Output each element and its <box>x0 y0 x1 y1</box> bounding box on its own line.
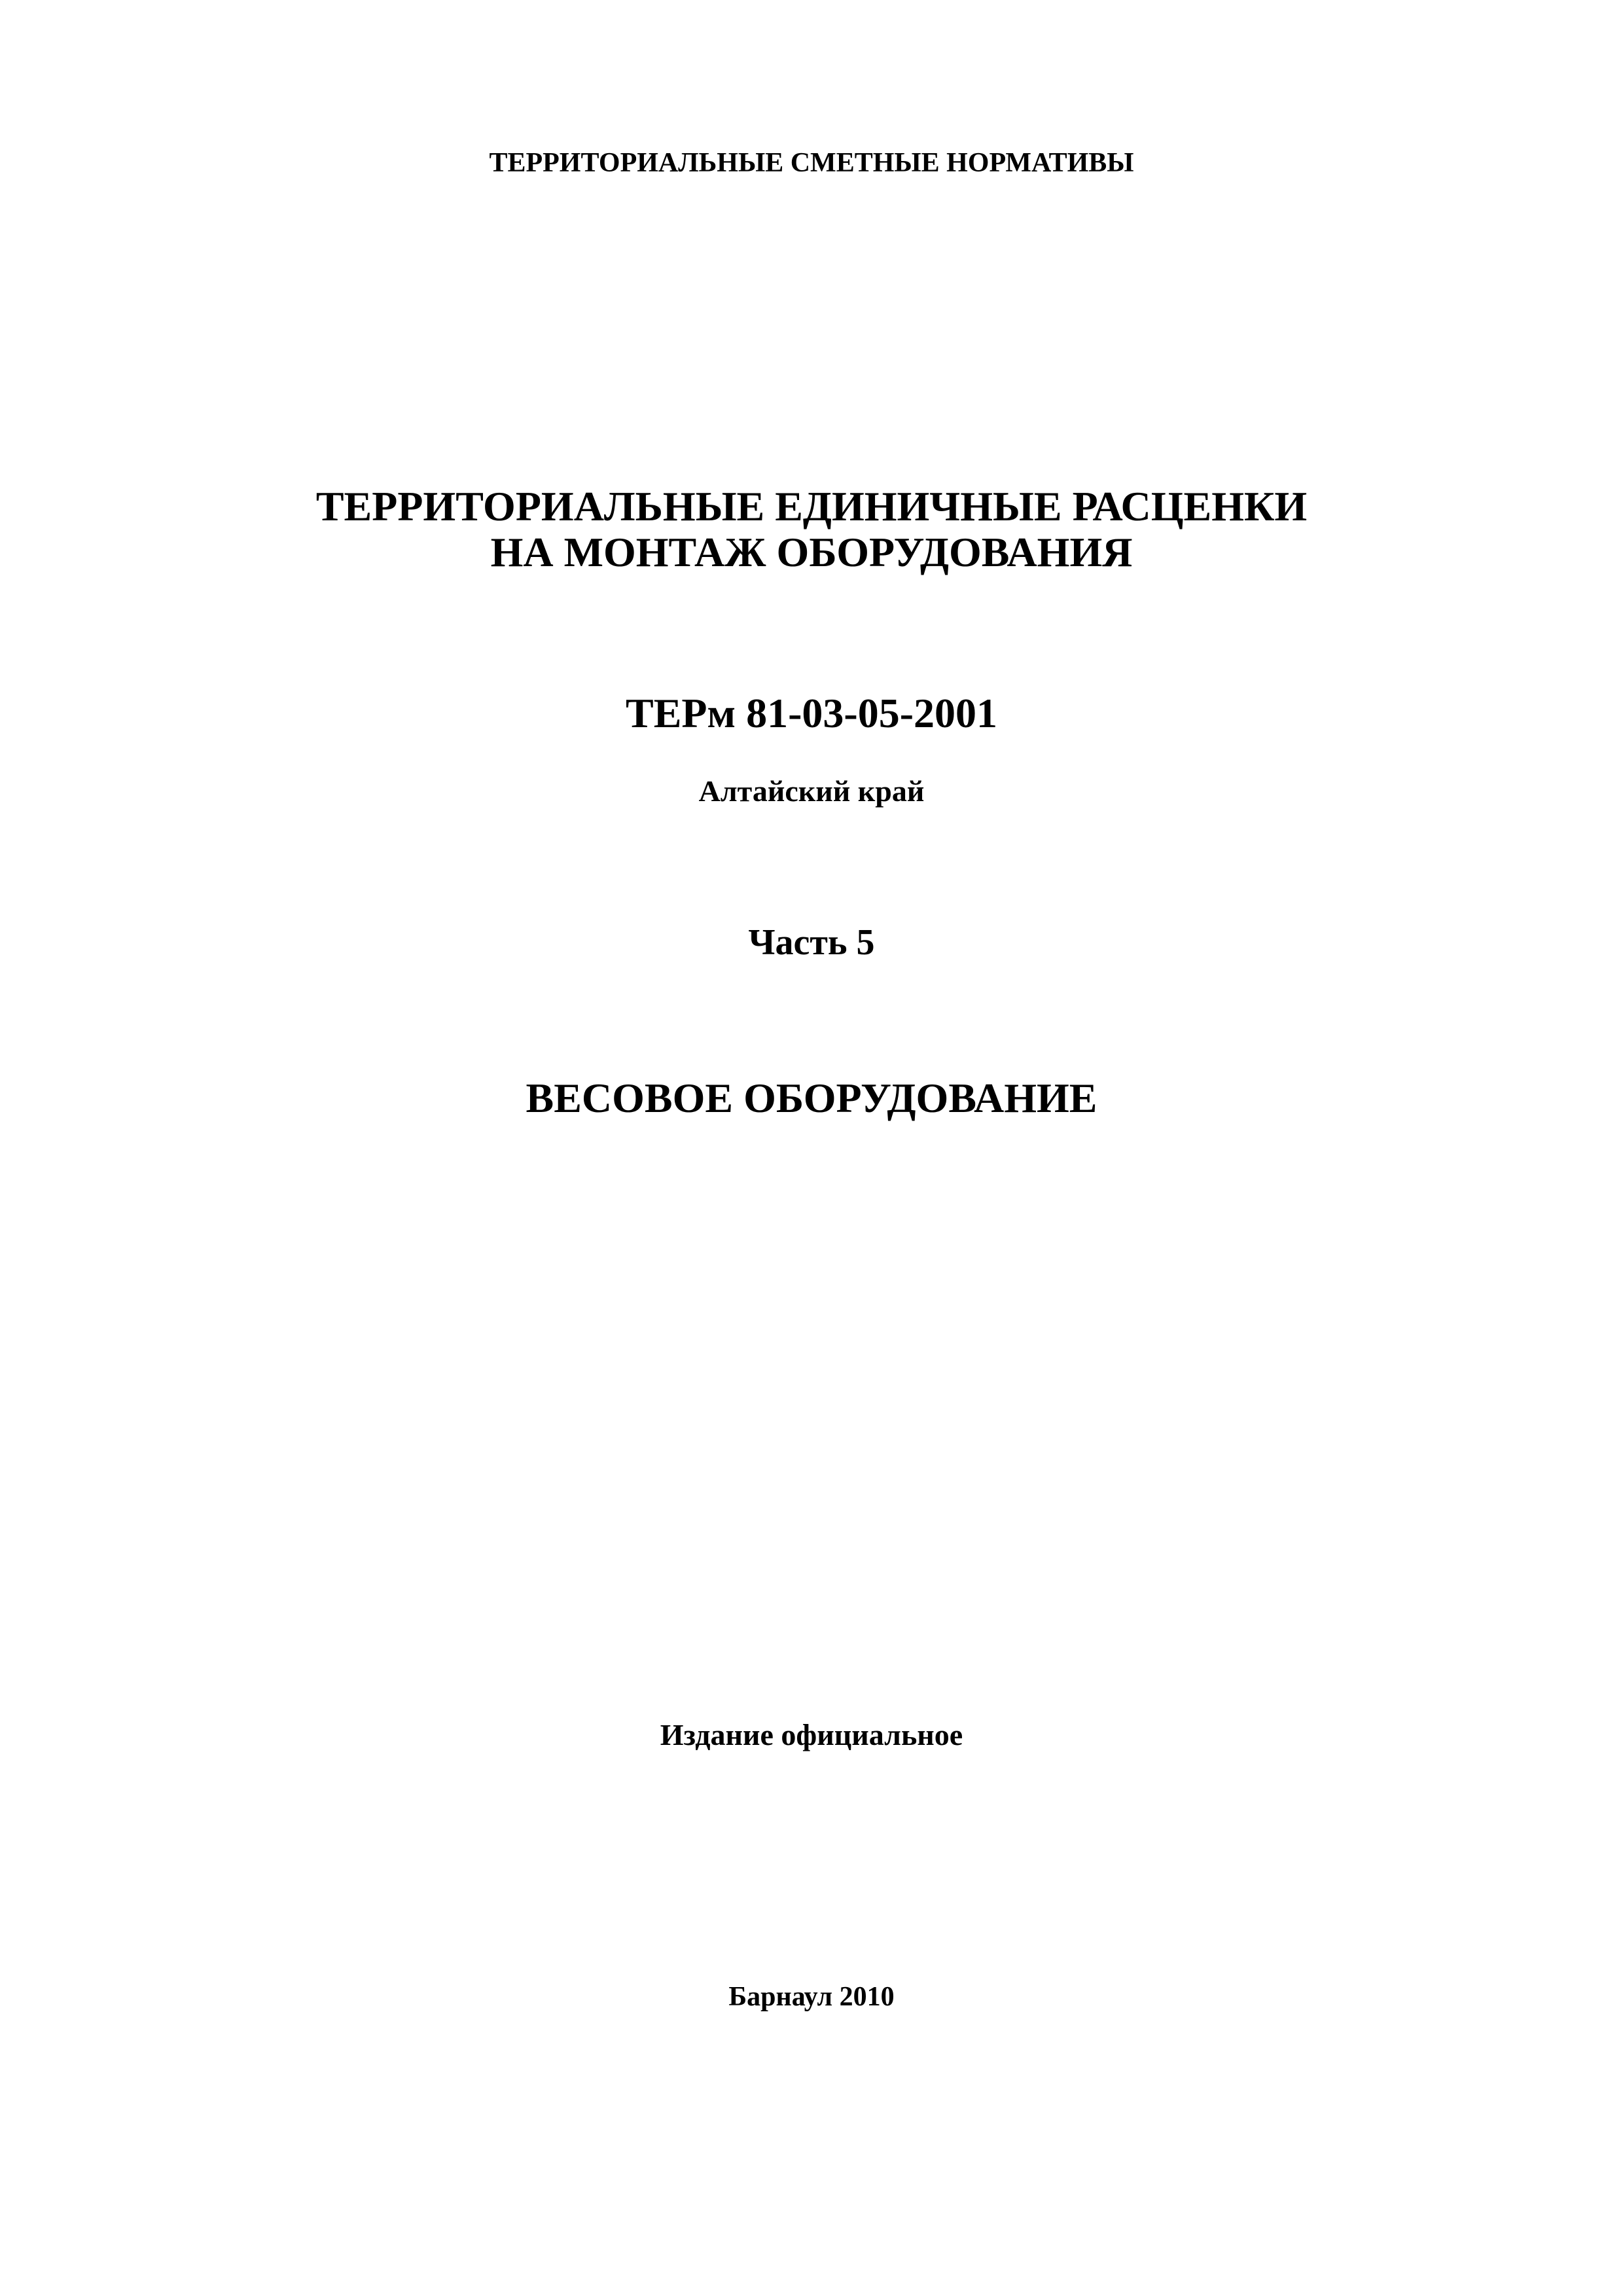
part-label: Часть 5 <box>748 922 875 963</box>
edition-note: Издание официальное <box>660 1718 963 1751</box>
section-title: ВЕСОВОЕ ОБОРУДОВАНИЕ <box>526 1075 1097 1121</box>
region-label: Алтайский край <box>698 774 925 808</box>
document-title-line-1: ТЕРРИТОРИАЛЬНЫЕ ЕДИНИЧНЫЕ РАСЦЕНКИ <box>315 483 1308 529</box>
imprint: Барнаул 2010 <box>728 1982 895 2012</box>
document-code: ТЕРм 81-03-05-2001 <box>626 690 997 736</box>
document-title-line-2: НА МОНТАЖ ОБОРУДОВАНИЯ <box>490 529 1133 575</box>
series-heading: ТЕРРИТОРИАЛЬНЫЕ СМЕТНЫЕ НОРМАТИВЫ <box>489 148 1134 178</box>
